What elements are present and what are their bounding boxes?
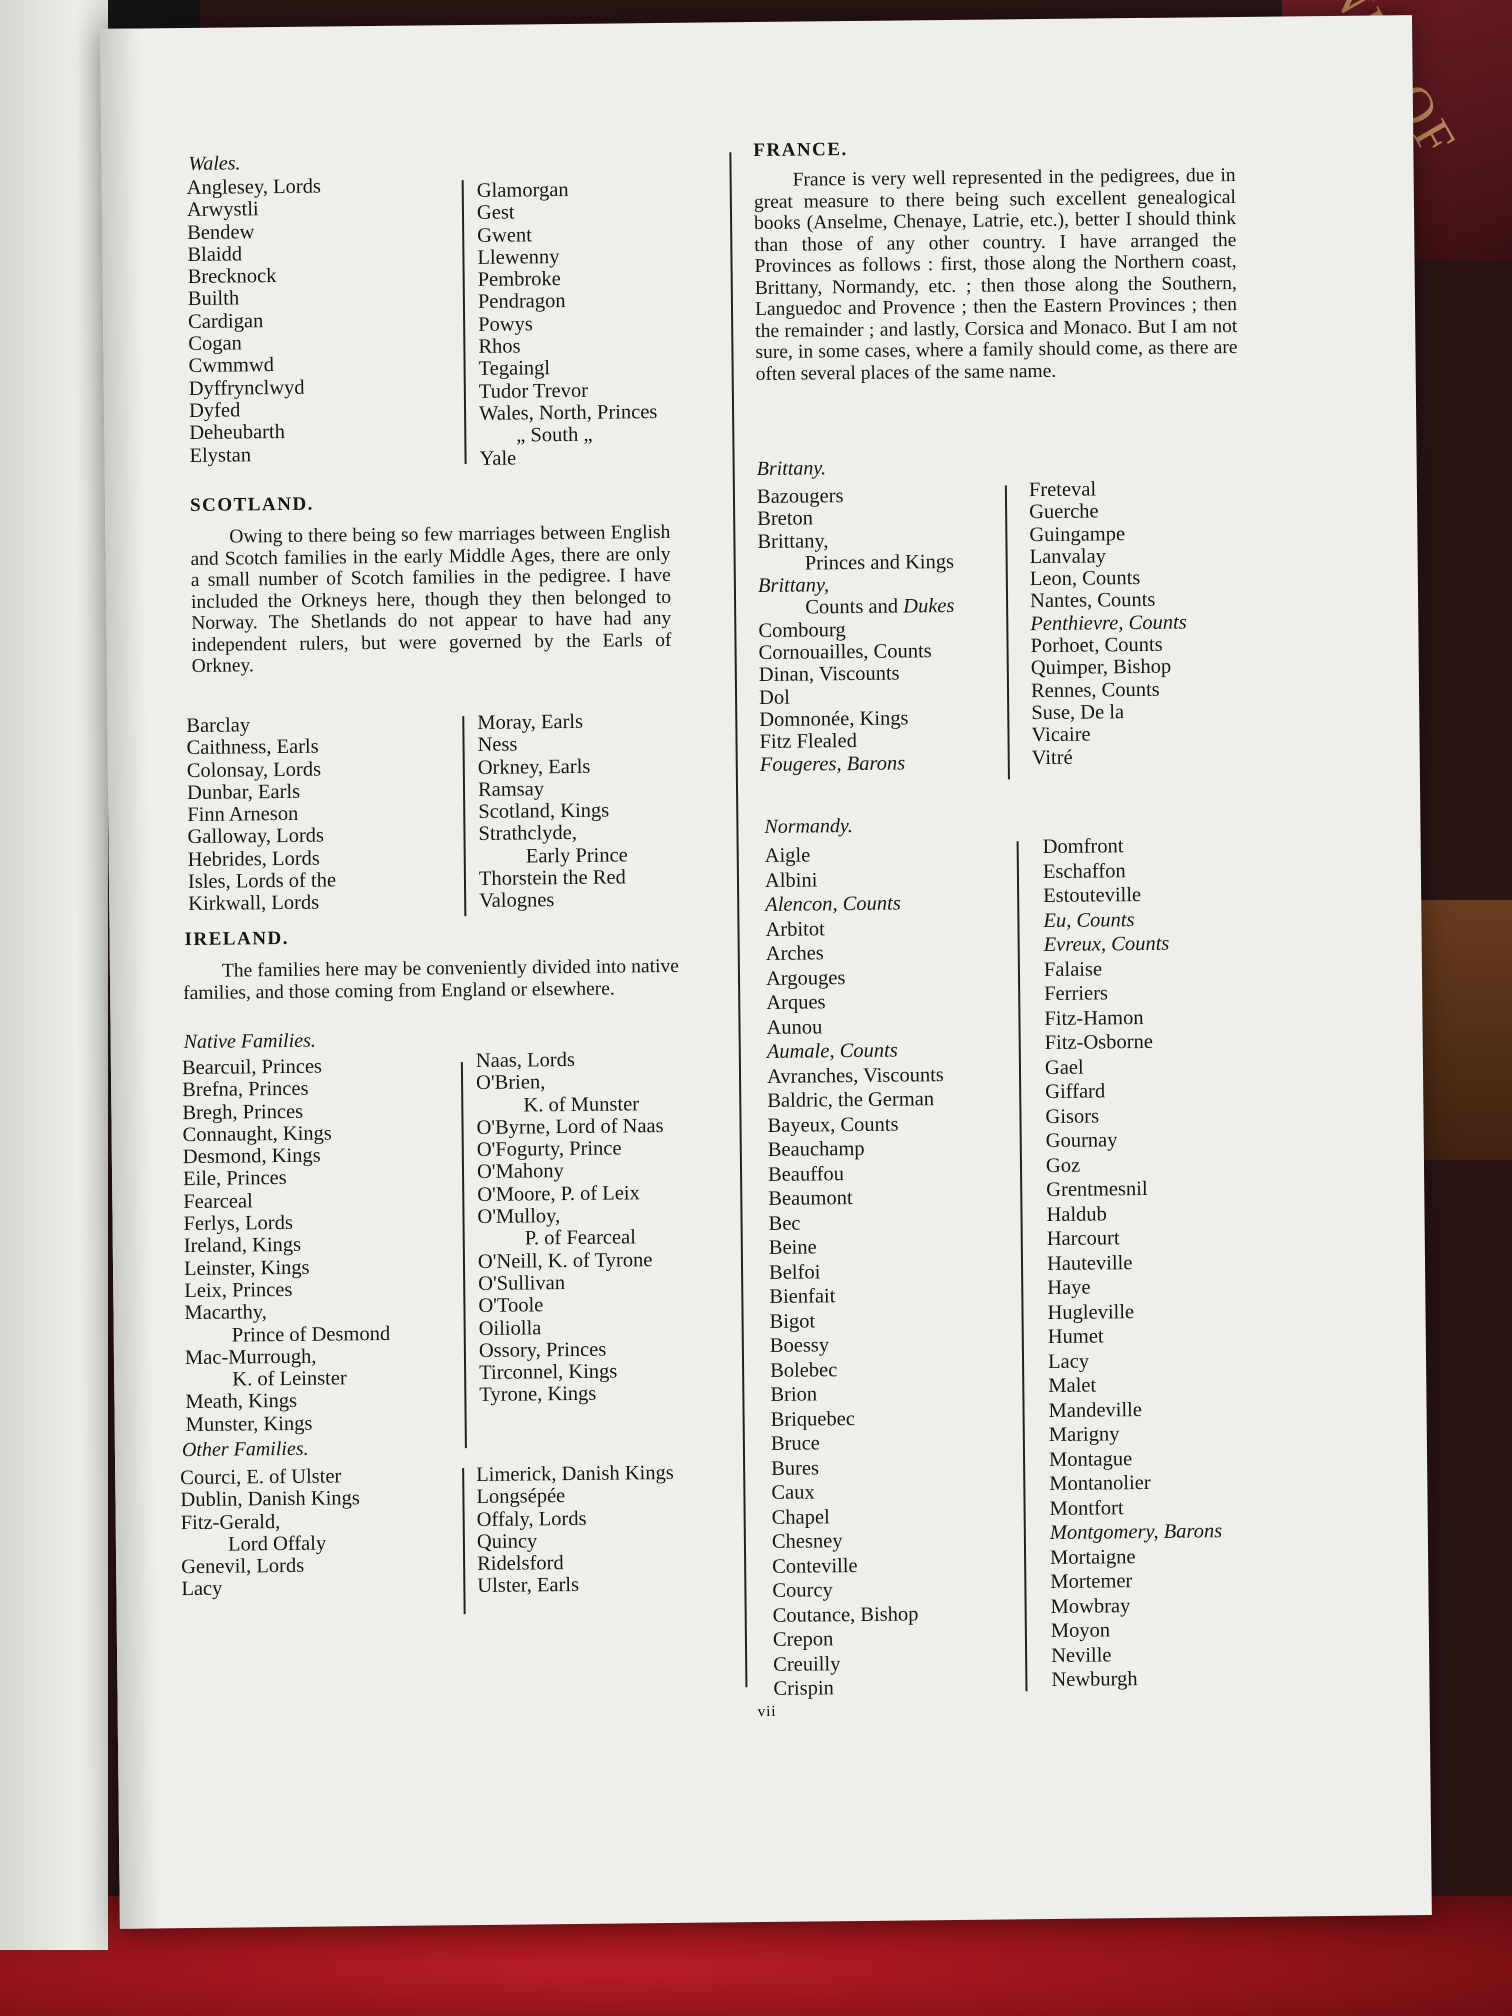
list-item: Fitz-Hamon [1044,1006,1144,1030]
list-item: Fitz-Osborne [1044,1030,1154,1055]
wales-column-rule [462,180,466,464]
list-item: Dinan, Viscounts [758,662,900,687]
list-item: Freteval [1028,478,1097,502]
list-item: Montague [1048,1447,1133,1471]
list-item: Malet [1048,1374,1097,1398]
list-item: Evreux, Counts [1043,932,1170,957]
list-item: Early Prince [525,844,628,868]
list-item: P. of Fearceal [524,1226,636,1250]
list-item: Bolebec [770,1358,838,1382]
list-item: Albini [764,868,818,892]
list-item: Oiliolla [478,1316,542,1340]
list-item: Dyfed [188,399,241,422]
list-item: Crispin [773,1677,834,1700]
book-page [100,15,1432,1929]
page-gutter-shadow [100,28,160,1928]
left-page-edge [0,0,108,1950]
list-item-italic-text: Dukes [903,595,955,618]
list-item: Guingampe [1029,522,1126,546]
background-book-spine-lettering: OF [1381,74,1468,168]
list-item: Lanvalay [1029,545,1106,569]
list-item: Bayeux, Counts [767,1113,899,1137]
scotland-intro: Owing to there being so few marriages between English and Scotch families in the early Middle Ages, there are only a small number of Scotch families in the pedigree. I have included the Orkneys here, though they then belonged to Norway. The Shetlands do not appear to have had any independent rulers, but were governed by the Earls of Orkney. [190,521,672,677]
list-item: „ South „ [516,424,593,447]
section-scotland [186,468,715,923]
normandy-list-left [765,842,951,1701]
other-families-list-left [180,1465,361,1601]
list-item: Arbitot [765,917,825,941]
list-item: Anglesey, Lords [186,175,321,199]
list-item: Brecknock [187,265,277,289]
list-item: Ireland, Kings [183,1234,302,1258]
list-item: Genevil, Lords [181,1555,305,1579]
list-item: Chesney [771,1530,843,1553]
list-item: Quimper, Bishop [1030,656,1172,680]
list-item: Montfort [1049,1496,1124,1520]
list-item: Suse, De la [1031,701,1125,725]
list-item: Caithness, Earls [186,735,319,760]
list-item: Briquebec [770,1407,855,1431]
list-item: Orkney, Earls [477,755,591,779]
list-item: Bazougers [756,485,844,509]
list-item: Crepon [772,1628,834,1651]
list-item: Leinster, Kings [183,1256,310,1280]
list-item: Aunou [766,1015,823,1039]
list-item: Cogan [188,332,242,356]
france-heading: FRANCE. [753,139,848,162]
list-item: Aumale, Counts [766,1039,898,1063]
native-families-list-right [476,1048,667,1407]
list-item: Montgomery, Barons [1049,1520,1223,1545]
list-item: Estouteville [1043,884,1142,908]
list-item: Cornouailles, Counts [758,640,932,665]
list-item: Bearcuil, Princes [181,1055,323,1080]
list-item: Tegaingl [478,357,551,381]
list-item: Newburgh [1051,1668,1138,1691]
list-item: Bregh, Princes [182,1100,304,1124]
list-item: Dunbar, Earls [186,780,301,804]
list-item: Prince of Desmond [231,1322,391,1347]
list-item: Desmond, Kings [182,1144,321,1169]
list-item: Hauteville [1046,1251,1133,1275]
list-item: Gest [476,201,515,225]
list-item: Ferlys, Lords [183,1211,293,1236]
list-item: Haye [1047,1276,1091,1300]
list-item: Brefna, Princes [182,1078,309,1102]
list-item: Dublin, Danish Kings [180,1487,360,1512]
list-item: Beauchamp [767,1137,865,1161]
list-item: Ossory, Princes [478,1338,607,1362]
list-item: Hugleville [1047,1300,1135,1324]
native-families-column-rule [461,1062,467,1448]
list-item: Neville [1051,1643,1112,1667]
list-item: Baldric, the German [767,1088,935,1112]
list-item: Ness [477,733,518,757]
list-item: Rhos [478,335,521,359]
list-item: O'Fogurty, Prince [476,1137,622,1162]
list-item: Hebrides, Lords [187,847,320,871]
list-item: Lacy [1047,1350,1090,1373]
list-item: Vicaire [1031,723,1091,747]
list-item: Avranches, Viscounts [766,1063,944,1088]
list-item: Connaught, Kings [182,1122,332,1146]
list-item: Eschaffon [1042,859,1126,883]
list-item: Grentmesnil [1046,1177,1148,1202]
other-families-subhead: Other Families. [181,1437,309,1462]
list-item: Chapel [771,1505,830,1529]
list-item: Builth [187,287,240,311]
list-item: Bruce [770,1432,820,1455]
list-item: Arwystli [186,198,259,222]
list-item: Brittany, [757,529,829,553]
list-item: Fearceal [183,1190,253,1213]
list-item: O'Neill, K. of Tyrone [477,1248,653,1273]
other-families-list-right [476,1462,675,1598]
list-item: O'Moore, P. of Leix [477,1182,640,1206]
list-item: Bendew [187,220,255,244]
list-item: Cardigan [187,309,264,333]
list-item: Longsépée [476,1485,566,1509]
list-item: O'Toole [478,1294,544,1318]
list-item: O'Sullivan [478,1272,566,1295]
normandy-column-rule [1017,841,1027,1691]
list-item: Princes and Kings [804,550,955,575]
list-item: Lacy [181,1578,223,1601]
normandy-list-right [1043,833,1224,1692]
list-item: Pembroke [477,268,561,292]
list-item: Offaly, Lords [476,1507,587,1531]
list-item: O'Byrne, Lord of Naas [476,1114,664,1139]
list-item: Isles, Lords of the [187,869,337,894]
list-item: Deheubarth [189,421,286,445]
list-item: Vitré [1031,746,1073,769]
list-item: Glamorgan [476,178,569,202]
list-item: Brion [770,1383,818,1406]
list-item: Gwent [477,223,532,247]
scotland-heading: SCOTLAND. [189,493,314,516]
brittany-list-left [757,484,956,776]
list-item: Finn Arneson [187,803,299,827]
list-item: Mowbray [1050,1594,1131,1618]
list-item-text: Counts and [805,596,899,619]
list-item: Bec [768,1212,801,1235]
list-item: Creuilly [773,1652,841,1676]
list-item: K. of Munster [523,1092,640,1117]
list-item: Ulster, Earls [477,1574,580,1598]
list-item: Beaumont [768,1187,853,1210]
list-item: Scotland, Kings [478,799,610,824]
list-item: Aigle [764,844,811,867]
list-item: Belfoi [768,1260,821,1284]
list-item: Bures [771,1456,820,1480]
list-item: Penthievre, Counts [1030,611,1187,635]
list-item: Marigny [1048,1423,1120,1447]
list-item: Munster, Kings [185,1412,313,1436]
left-column [180,148,722,1723]
center-column-rule [729,152,747,1687]
list-item: Harcourt [1046,1227,1120,1251]
ireland-intro: The families here may be conveniently divided into native families, and those coming from England or elsewhere. [183,955,679,1004]
right-column [753,135,1253,1700]
list-item: Dyffrynclwyd [188,376,305,400]
list-item: Mortemer [1050,1570,1133,1594]
list-item: Ferriers [1044,982,1109,1006]
list-item: Fitz-Gerald, [180,1510,281,1534]
list-item: Courcy [772,1579,833,1602]
list-item: Moray, Earls [477,710,584,734]
list-item: O'Mahony [476,1160,564,1184]
list-item: Eu, Counts [1043,908,1135,932]
list-item: Porhoet, Counts [1030,633,1163,658]
list-item: Domnonée, Kings [759,707,909,731]
list-item: Powys [478,313,533,336]
page-number: vii [757,1703,777,1721]
list-item: Pendragon [477,290,566,314]
list-item: Macarthy, [184,1301,267,1325]
list-item: Colonsay, Lords [186,758,322,782]
wales-list-right [477,178,658,470]
list-item: Bigot [769,1309,816,1333]
list-item: Tirconnel, Kings [479,1360,618,1385]
list-item: Lord Offaly [227,1532,327,1556]
list-item: Gisors [1045,1104,1100,1128]
list-item: Barclay [186,714,251,738]
list-item: Strathclyde, [478,822,578,846]
list-item: Caux [771,1481,815,1504]
list-item: Falaise [1043,957,1103,981]
list-item: Domfront [1042,835,1124,859]
list-item: Brittany, [757,574,830,598]
list-item: Boessy [769,1334,830,1357]
wales-list-left [187,176,324,467]
list-item: Gournay [1045,1129,1118,1153]
list-item: Fougeres, Barons [759,752,906,776]
list-item: Combourg [758,618,846,642]
list-item: Giffard [1045,1080,1106,1104]
list-item: Tudor Trevor [478,379,589,403]
list-item: Beine [768,1236,817,1259]
list-item: Limerick, Danish Kings [476,1461,674,1487]
list-item: Naas, Lords [475,1048,576,1072]
list-item: Humet [1047,1325,1104,1349]
list-item: Elystan [189,443,252,467]
list-item: Valognes [479,889,555,913]
list-item: Ridelsford [477,1552,564,1576]
other-families-column-rule [462,1468,465,1614]
list-item: Arches [765,942,824,965]
list-item: Mac-Murrough, [184,1345,317,1369]
list-item: O'Mulloy, [477,1205,561,1229]
brittany-list-right [1029,478,1188,769]
list-item: Mortaigne [1049,1545,1136,1569]
list-item: Bienfait [769,1285,836,1308]
list-item: Kirkwall, Lords [188,891,320,916]
list-item: Llewenny [477,245,560,269]
list-item: Nantes, Counts [1029,589,1156,613]
list-item: Argouges [765,966,846,990]
section-ireland [180,917,722,1722]
wales-subhead: Wales. [188,152,241,175]
list-item: Guerche [1029,500,1099,524]
list-item: Alencon, Counts [765,892,901,916]
brittany-column-rule [1005,485,1010,779]
list-item: Thorstein the Red [478,866,626,891]
list-item: Dol [758,686,790,709]
ireland-heading: IRELAND. [184,927,290,951]
list-item: Fitz Flealed [759,730,858,754]
list-item: Blaidd [187,243,243,266]
list-item: Coutance, Bishop [772,1602,919,1627]
list-item [758,595,955,619]
list-item: Beauffou [767,1162,845,1186]
scotland-list-left [186,713,336,915]
normandy-subhead: Normandy. [764,815,853,838]
france-intro: France is very well represented in the pedigrees, due in great measure to there being such excellent genealogical books (Anselme, Chenaye, Latrie, etc.), better I should think than those of any other country. I have arranged the Provinces as follows : first, those along the Northern coast, Brittany, Normandy, etc. ; then those along the Southern, Languedoc and Provence ; then the Eastern Provinces ; then the remainder ; and lastly, Corsica and Monaco. But I am not sure, in some cases, where a family should come, as there are often several places of the same name. [753,164,1238,385]
list-item: Mandeville [1048,1398,1143,1422]
list-item: Meath, Kings [185,1390,298,1414]
list-item: Tyrone, Kings [479,1383,597,1407]
list-item: Eile, Princes [182,1167,287,1191]
list-item: Arques [766,991,826,1014]
native-families-subhead: Native Families. [183,1029,316,1054]
list-item: Galloway, Lords [187,825,325,849]
section-wales [186,148,709,473]
list-item: Rennes, Counts [1030,678,1160,702]
list-item: Moyon [1050,1619,1111,1642]
list-item: Cwmmwd [188,354,275,378]
list-item: Breton [757,507,814,531]
list-item: Courci, E. of Ulster [180,1465,342,1490]
brittany-subhead: Brittany. [756,457,827,481]
list-item: Montanolier [1049,1471,1151,1496]
list-item: Conteville [772,1554,858,1578]
list-item: Haldub [1046,1202,1107,1226]
list-item: Ramsay [477,778,545,801]
list-item: O'Brien, [475,1071,546,1095]
list-item: Goz [1045,1154,1081,1177]
list-item: Leon, Counts [1029,567,1141,591]
list-item: Yale [479,447,517,470]
list-item: Gael [1044,1056,1084,1079]
list-item: Wales, North, Princes [478,401,658,425]
list-item: K. of Leinster [232,1367,347,1391]
scotland-list-right [477,710,628,912]
list-item: Leix, Princes [184,1278,293,1303]
list-item: Quincy [476,1530,538,1553]
scotland-column-rule [462,716,466,916]
native-families-list-left [182,1055,391,1436]
